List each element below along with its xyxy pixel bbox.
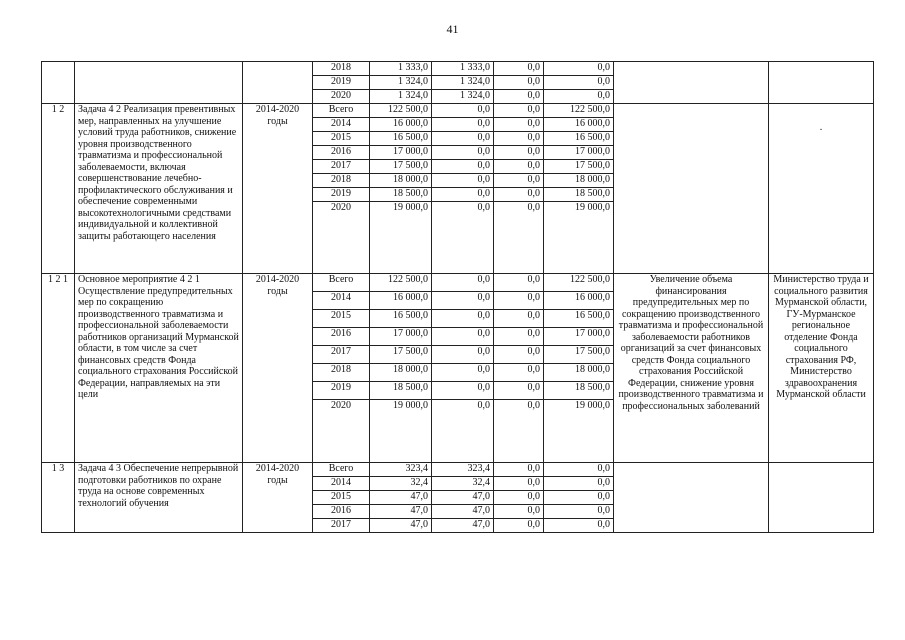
row-value-1: 32,4 bbox=[432, 477, 494, 491]
row-value-3: 17 000,0 bbox=[544, 146, 614, 160]
row-value-1: 47,0 bbox=[432, 505, 494, 519]
row-number: 1 2 bbox=[42, 104, 75, 274]
row-value-2: 0,0 bbox=[494, 188, 544, 202]
page-number: 41 bbox=[446, 22, 459, 36]
row-year: 2019 bbox=[313, 382, 370, 400]
row-year: 2019 bbox=[313, 76, 370, 90]
row-total: 47,0 bbox=[370, 505, 432, 519]
row-value-3: 19 000,0 bbox=[544, 202, 614, 274]
row-value-3: 17 000,0 bbox=[544, 328, 614, 346]
row-name: Задача 4 3 Обеспечение непрерывной подготовки работников по охране труда на основе современных технологий обучения bbox=[75, 463, 243, 533]
row-value-2: 0,0 bbox=[494, 400, 544, 463]
row-value-1: 1 333,0 bbox=[432, 62, 494, 76]
row-value-3: 16 500,0 bbox=[544, 132, 614, 146]
row-value-1: 0,0 bbox=[432, 274, 494, 292]
row-total: 122 500,0 bbox=[370, 104, 432, 118]
row-value-2: 0,0 bbox=[494, 463, 544, 477]
row-year: 2017 bbox=[313, 160, 370, 174]
row-result bbox=[614, 104, 769, 274]
row-value-2: 0,0 bbox=[494, 491, 544, 505]
row-total: 1 333,0 bbox=[370, 62, 432, 76]
row-total: 18 000,0 bbox=[370, 174, 432, 188]
row-value-3: 18 000,0 bbox=[544, 364, 614, 382]
row-period: 2014-2020 годы bbox=[243, 463, 313, 533]
row-value-1: 0,0 bbox=[432, 146, 494, 160]
row-year: 2016 bbox=[313, 328, 370, 346]
row-value-3: 16 500,0 bbox=[544, 310, 614, 328]
row-value-2: 0,0 bbox=[494, 146, 544, 160]
row-value-2: 0,0 bbox=[494, 382, 544, 400]
row-total: 122 500,0 bbox=[370, 274, 432, 292]
row-value-2: 0,0 bbox=[494, 274, 544, 292]
row-total: 16 500,0 bbox=[370, 310, 432, 328]
row-executor bbox=[769, 463, 874, 533]
row-executor bbox=[769, 62, 874, 104]
row-total: 1 324,0 bbox=[370, 76, 432, 90]
row-value-1: 0,0 bbox=[432, 174, 494, 188]
row-value-2: 0,0 bbox=[494, 505, 544, 519]
row-year: 2015 bbox=[313, 310, 370, 328]
row-year: Всего bbox=[313, 274, 370, 292]
row-value-3: 0,0 bbox=[544, 505, 614, 519]
row-value-2: 0,0 bbox=[494, 62, 544, 76]
row-period: 2014-2020 годы bbox=[243, 104, 313, 274]
program-table bbox=[41, 61, 874, 533]
row-value-1: 323,4 bbox=[432, 463, 494, 477]
row-year: 2016 bbox=[313, 146, 370, 160]
row-value-3: 0,0 bbox=[544, 491, 614, 505]
row-period bbox=[243, 62, 313, 104]
row-value-3: 18 000,0 bbox=[544, 174, 614, 188]
row-value-2: 0,0 bbox=[494, 310, 544, 328]
row-value-1: 0,0 bbox=[432, 400, 494, 463]
row-value-1: 0,0 bbox=[432, 160, 494, 174]
row-value-1: 0,0 bbox=[432, 132, 494, 146]
row-value-1: 1 324,0 bbox=[432, 76, 494, 90]
row-total: 323,4 bbox=[370, 463, 432, 477]
row-year: 2014 bbox=[313, 477, 370, 491]
row-value-2: 0,0 bbox=[494, 519, 544, 533]
row-total: 16 000,0 bbox=[370, 118, 432, 132]
row-value-2: 0,0 bbox=[494, 477, 544, 491]
row-value-3: 0,0 bbox=[544, 62, 614, 76]
row-executor: Министерство труда и социального развития Мурманской области, ГУ-Мурманское региональное отделение Фонда социального страхования РФ, Министерство здравоохранения Мурманской области bbox=[769, 274, 874, 463]
row-value-3: 17 500,0 bbox=[544, 346, 614, 364]
row-value-3: 16 000,0 bbox=[544, 292, 614, 310]
row-total: 32,4 bbox=[370, 477, 432, 491]
row-value-3: 18 500,0 bbox=[544, 188, 614, 202]
row-value-1: 0,0 bbox=[432, 310, 494, 328]
row-year: 2019 bbox=[313, 188, 370, 202]
row-total: 18 500,0 bbox=[370, 188, 432, 202]
row-year: Всего bbox=[313, 104, 370, 118]
row-year: 2020 bbox=[313, 90, 370, 104]
row-value-2: 0,0 bbox=[494, 118, 544, 132]
row-year: 2014 bbox=[313, 118, 370, 132]
row-value-3: 0,0 bbox=[544, 90, 614, 104]
row-value-2: 0,0 bbox=[494, 328, 544, 346]
table-row bbox=[42, 274, 874, 292]
row-value-2: 0,0 bbox=[494, 202, 544, 274]
row-value-2: 0,0 bbox=[494, 132, 544, 146]
row-year: 2017 bbox=[313, 346, 370, 364]
row-executor: . bbox=[769, 104, 874, 274]
row-value-3: 17 500,0 bbox=[544, 160, 614, 174]
row-value-3: 0,0 bbox=[544, 519, 614, 533]
row-value-1: 47,0 bbox=[432, 519, 494, 533]
row-year: 2018 bbox=[313, 364, 370, 382]
row-result bbox=[614, 463, 769, 533]
row-value-1: 0,0 bbox=[432, 364, 494, 382]
row-value-3: 122 500,0 bbox=[544, 104, 614, 118]
row-value-1: 0,0 bbox=[432, 104, 494, 118]
row-value-1: 0,0 bbox=[432, 292, 494, 310]
row-result: Увеличение объема финансирования предупредительных мер по сокращению производственного травматизма и профессиональной заболеваемости работников организаций за счет финансовых средств Фонда социального страхования Российской Федерации, снижение уровня производственного травматизма и профессиональных заболеваний bbox=[614, 274, 769, 463]
row-name bbox=[75, 62, 243, 104]
row-year: 2017 bbox=[313, 519, 370, 533]
row-total: 47,0 bbox=[370, 491, 432, 505]
row-value-2: 0,0 bbox=[494, 346, 544, 364]
row-total: 17 500,0 bbox=[370, 346, 432, 364]
row-value-3: 19 000,0 bbox=[544, 400, 614, 463]
row-value-3: 0,0 bbox=[544, 477, 614, 491]
row-value-1: 0,0 bbox=[432, 382, 494, 400]
row-total: 47,0 bbox=[370, 519, 432, 533]
row-year: 2016 bbox=[313, 505, 370, 519]
row-total: 17 000,0 bbox=[370, 146, 432, 160]
row-value-2: 0,0 bbox=[494, 292, 544, 310]
table-row bbox=[42, 62, 874, 76]
row-year: Всего bbox=[313, 463, 370, 477]
row-value-1: 0,0 bbox=[432, 118, 494, 132]
row-value-1: 0,0 bbox=[432, 328, 494, 346]
row-value-2: 0,0 bbox=[494, 174, 544, 188]
row-number: 1 2 1 bbox=[42, 274, 75, 463]
row-number: 1 3 bbox=[42, 463, 75, 533]
row-value-2: 0,0 bbox=[494, 160, 544, 174]
row-total: 17 000,0 bbox=[370, 328, 432, 346]
row-total: 16 000,0 bbox=[370, 292, 432, 310]
row-total: 1 324,0 bbox=[370, 90, 432, 104]
row-year: 2014 bbox=[313, 292, 370, 310]
row-period: 2014-2020 годы bbox=[243, 274, 313, 463]
row-total: 19 000,0 bbox=[370, 202, 432, 274]
row-name: Задача 4 2 Реализация превентивных мер, направленных на улучшение условий труда работников, снижение уровня производственного травматизма и профессиональной заболеваемости, включая совершенствование лечебно-профилактического обслуживания и обеспечение современными высокотехнологичными средствами индивидуальной и коллективной защиты работающего населения bbox=[75, 104, 243, 274]
row-year: 2020 bbox=[313, 202, 370, 274]
row-year: 2020 bbox=[313, 400, 370, 463]
row-year: 2018 bbox=[313, 62, 370, 76]
row-year: 2015 bbox=[313, 491, 370, 505]
row-value-3: 16 000,0 bbox=[544, 118, 614, 132]
row-value-3: 18 500,0 bbox=[544, 382, 614, 400]
row-value-1: 0,0 bbox=[432, 202, 494, 274]
row-name: Основное мероприятие 4 2 1 Осуществление предупредительных мер по сокращению производственного травматизма и профессиональной заболеваемости работников организаций Мурманской области, в том числе за счет финансовых средств Фонда социального страхования Российской Федерации, направляемых на эти цели bbox=[75, 274, 243, 463]
row-value-2: 0,0 bbox=[494, 90, 544, 104]
row-total: 17 500,0 bbox=[370, 160, 432, 174]
row-year: 2015 bbox=[313, 132, 370, 146]
row-total: 16 500,0 bbox=[370, 132, 432, 146]
row-number bbox=[42, 62, 75, 104]
row-total: 18 000,0 bbox=[370, 364, 432, 382]
row-value-2: 0,0 bbox=[494, 76, 544, 90]
table-body bbox=[42, 62, 874, 533]
row-value-3: 0,0 bbox=[544, 463, 614, 477]
row-year: 2018 bbox=[313, 174, 370, 188]
row-total: 19 000,0 bbox=[370, 400, 432, 463]
row-value-2: 0,0 bbox=[494, 364, 544, 382]
row-value-1: 47,0 bbox=[432, 491, 494, 505]
row-value-1: 0,0 bbox=[432, 346, 494, 364]
table-row bbox=[42, 104, 874, 118]
row-value-1: 1 324,0 bbox=[432, 90, 494, 104]
row-result bbox=[614, 62, 769, 104]
row-value-1: 0,0 bbox=[432, 188, 494, 202]
row-total: 18 500,0 bbox=[370, 382, 432, 400]
table-row bbox=[42, 463, 874, 477]
row-value-3: 122 500,0 bbox=[544, 274, 614, 292]
row-value-3: 0,0 bbox=[544, 76, 614, 90]
row-value-2: 0,0 bbox=[494, 104, 544, 118]
